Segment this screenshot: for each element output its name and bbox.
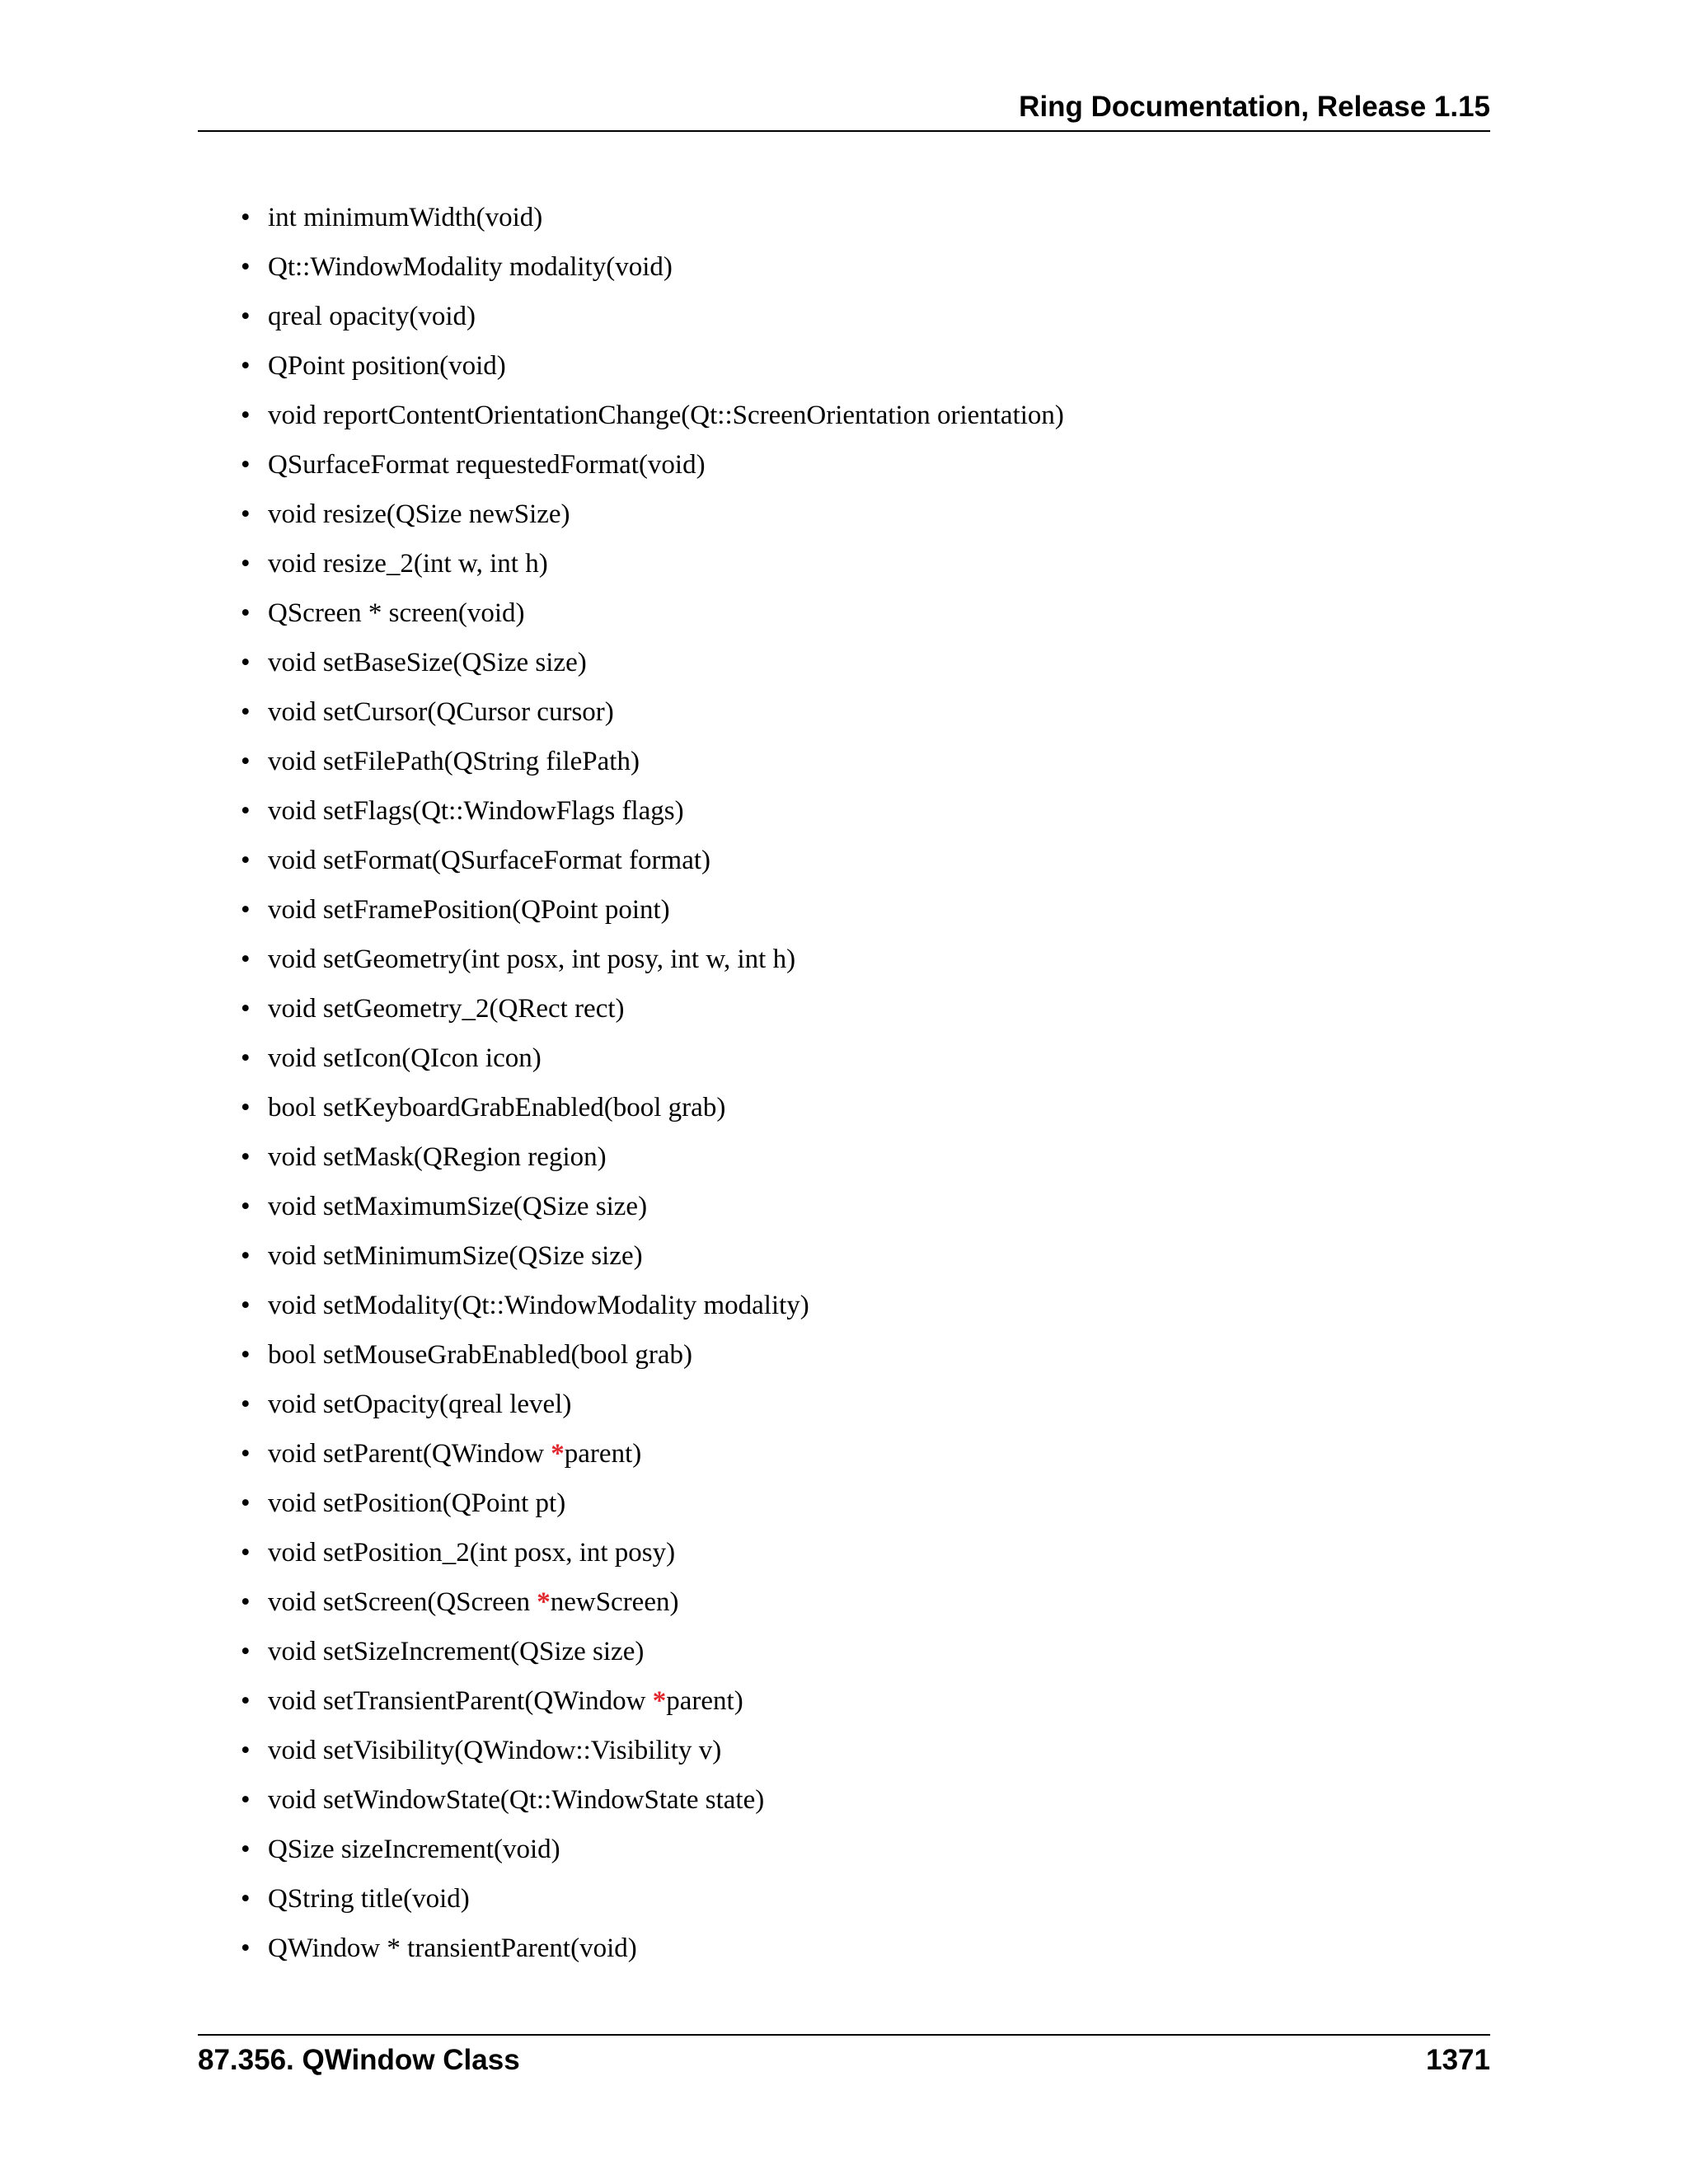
list-item <box>241 1632 1064 1681</box>
method-signature-tail: parent) <box>666 1686 743 1716</box>
list-item <box>241 1286 1064 1335</box>
bullet-icon: • <box>241 302 251 331</box>
method-signature: qreal opacity(void) <box>268 302 476 331</box>
list-item <box>241 396 1064 445</box>
bullet-icon: • <box>241 796 251 826</box>
bullet-icon: • <box>241 846 251 875</box>
bullet-icon: • <box>241 944 251 974</box>
method-signature: void setFramePosition(QPoint point) <box>268 895 670 925</box>
list-item <box>241 1830 1064 1879</box>
list-item <box>241 1038 1064 1088</box>
list-item <box>241 1187 1064 1236</box>
method-signature: void setTransientParent(QWindow <box>268 1686 653 1716</box>
method-signature: Qt::WindowModality modality(void) <box>268 252 673 282</box>
method-signature: void reportContentOrientationChange(Qt::ScreenOrientation orientation) <box>268 401 1064 430</box>
bullet-icon: • <box>241 401 251 430</box>
method-signature: void setFilePath(QString filePath) <box>268 747 640 776</box>
method-signature: void setBaseSize(QSize size) <box>268 648 587 677</box>
bullet-icon: • <box>241 450 251 480</box>
list-item <box>241 1236 1064 1286</box>
bullet-icon: • <box>241 747 251 776</box>
pointer-asterisk: * <box>551 1439 565 1469</box>
method-signature: bool setMouseGrabEnabled(bool grab) <box>268 1340 693 1370</box>
list-item <box>241 1929 1064 1978</box>
method-signature: QPoint position(void) <box>268 351 506 381</box>
list-item <box>241 1483 1064 1533</box>
list-item <box>241 1335 1064 1385</box>
bullet-icon: • <box>241 1884 251 1914</box>
bullet-icon: • <box>241 1587 251 1617</box>
list-item <box>241 692 1064 742</box>
bullet-icon: • <box>241 1736 251 1765</box>
list-item <box>241 791 1064 841</box>
method-signature: void setScreen(QScreen <box>268 1587 537 1617</box>
list-item <box>241 198 1064 247</box>
bullet-icon: • <box>241 1241 251 1271</box>
method-signature: int minimumWidth(void) <box>268 203 543 232</box>
method-signature: QString title(void) <box>268 1884 470 1914</box>
method-signature-tail: parent) <box>564 1439 642 1469</box>
bullet-icon: • <box>241 697 251 727</box>
method-signature: QScreen * screen(void) <box>268 598 525 628</box>
method-signature: void setModality(Qt::WindowModality modality) <box>268 1291 809 1320</box>
list-item <box>241 1582 1064 1632</box>
bullet-icon: • <box>241 1686 251 1716</box>
method-signature: void setMaximumSize(QSize size) <box>268 1192 648 1221</box>
method-signature: void setVisibility(QWindow::Visibility v) <box>268 1736 722 1765</box>
bullet-icon: • <box>241 994 251 1024</box>
method-signature: void resize_2(int w, int h) <box>268 549 548 579</box>
bullet-icon: • <box>241 1933 251 1963</box>
list-item <box>241 445 1064 494</box>
bullet-icon: • <box>241 895 251 925</box>
list-item <box>241 940 1064 989</box>
bullet-icon: • <box>241 203 251 232</box>
method-signature: QWindow * transientParent(void) <box>268 1933 637 1963</box>
list-item <box>241 494 1064 544</box>
bullet-icon: • <box>241 648 251 677</box>
bullet-icon: • <box>241 1439 251 1469</box>
bullet-icon: • <box>241 252 251 282</box>
bullet-icon: • <box>241 1043 251 1073</box>
bullet-icon: • <box>241 1093 251 1122</box>
list-item <box>241 1088 1064 1137</box>
method-signature: void setSizeIncrement(QSize size) <box>268 1637 645 1666</box>
method-signature: void setWindowState(Qt::WindowState state) <box>268 1785 765 1815</box>
method-signature: void setGeometry(int posx, int posy, int w, int h) <box>268 944 796 974</box>
page-header <box>198 91 1490 132</box>
pointer-asterisk: * <box>537 1587 551 1617</box>
method-signature: void setOpacity(qreal level) <box>268 1390 572 1419</box>
bullet-icon: • <box>241 1785 251 1815</box>
method-signature: void setPosition_2(int posx, int posy) <box>268 1538 676 1568</box>
bullet-icon: • <box>241 1142 251 1172</box>
list-item <box>241 1533 1064 1582</box>
list-item <box>241 841 1064 890</box>
bullet-icon: • <box>241 1390 251 1419</box>
header-title: Ring Documentation, Release 1.15 <box>1019 91 1490 123</box>
list-item <box>241 346 1064 396</box>
list-item <box>241 1385 1064 1434</box>
method-signature: void setMinimumSize(QSize size) <box>268 1241 643 1271</box>
list-item <box>241 1681 1064 1731</box>
list-item <box>241 1137 1064 1187</box>
list-item <box>241 1780 1064 1830</box>
footer-page-number: 1371 <box>1426 2044 1490 2076</box>
bullet-icon: • <box>241 598 251 628</box>
list-item <box>241 989 1064 1038</box>
method-signature: QSurfaceFormat requestedFormat(void) <box>268 450 706 480</box>
method-signature: bool setKeyboardGrabEnabled(bool grab) <box>268 1093 726 1122</box>
bullet-icon: • <box>241 499 251 529</box>
bullet-icon: • <box>241 549 251 579</box>
footer-section-title: 87.356. QWindow Class <box>198 2044 520 2076</box>
bullet-icon: • <box>241 1340 251 1370</box>
method-signature: void setIcon(QIcon icon) <box>268 1043 542 1073</box>
list-item <box>241 544 1064 593</box>
method-signature: void setFormat(QSurfaceFormat format) <box>268 846 711 875</box>
list-item <box>241 1879 1064 1929</box>
list-item <box>241 1731 1064 1780</box>
list-item <box>241 890 1064 940</box>
method-signature: void setGeometry_2(QRect rect) <box>268 994 625 1024</box>
method-signature: void setMask(QRegion region) <box>268 1142 607 1172</box>
bullet-icon: • <box>241 1835 251 1864</box>
method-signature: void setParent(QWindow <box>268 1439 551 1469</box>
method-signature: void resize(QSize newSize) <box>268 499 570 529</box>
list-item <box>241 643 1064 692</box>
method-signature: QSize sizeIncrement(void) <box>268 1835 560 1864</box>
bullet-icon: • <box>241 1291 251 1320</box>
list-item <box>241 593 1064 643</box>
method-signature: void setPosition(QPoint pt) <box>268 1488 566 1518</box>
method-signature-tail: newScreen) <box>550 1587 679 1617</box>
bullet-icon: • <box>241 1192 251 1221</box>
list-item <box>241 247 1064 297</box>
list-item <box>241 742 1064 791</box>
page-footer <box>198 2034 1490 2076</box>
bullet-icon: • <box>241 1637 251 1666</box>
bullet-icon: • <box>241 1538 251 1568</box>
bullet-icon: • <box>241 351 251 381</box>
bullet-icon: • <box>241 1488 251 1518</box>
method-signature: void setFlags(Qt::WindowFlags flags) <box>268 796 684 826</box>
method-signature: void setCursor(QCursor cursor) <box>268 697 614 727</box>
method-list <box>241 198 1064 1978</box>
pointer-asterisk: * <box>652 1686 667 1716</box>
list-item <box>241 297 1064 346</box>
list-item <box>241 1434 1064 1483</box>
